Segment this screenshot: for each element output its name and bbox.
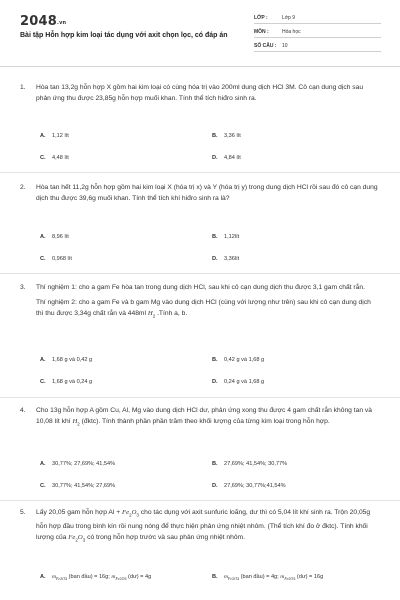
question-divider [0,397,400,398]
question-text-part2: Thí nghiệm 2: cho a gam Fe và b gam Mg vào dung dịch HCl (cùng với lượng như trên) sau khi cô cạn dung dịch thì thu được 3,34g chất rắn và 448ml $H_2$ .Tính a, b. [36,299,371,319]
option-2d[interactable]: D. 3,36lít [212,256,240,262]
option-2b[interactable]: B. 1,12lít [212,234,240,240]
question-number: 3. [20,284,26,291]
option-4b[interactable]: B. 27,69%; 41,54%; 30,77% [212,461,288,467]
site-logo[interactable] [20,14,66,29]
question-text: Lấy 20,05 gam hỗn hợp $Al + Fe_2O_3$ cho tác dụng với axit sunfuric loãng, dư thì có 5,04 lít khí sinh ra. Trộn 20,05g hỗn hợp đầu trong bình kín rồi nung nóng để thực hiện phản ứng nhiệt nhôm. (Thể tích khí đo ở đktc). Tính khối lượng của $Fe_2O_3$ có trong hỗn hợp trước và sau phản ứng nhiệt nhôm. [36,509,371,543]
option-2a[interactable]: A. 8,96 lít [40,234,69,240]
document-title: Bài tập Hỗn hợp kim loại tác dụng với axit chọn lọc, có đáp án [20,32,228,39]
question-number: 5. [20,509,26,516]
question-divider [0,172,400,173]
logo-text: 2048 [20,14,57,29]
header-divider [0,66,400,67]
question-divider [0,500,400,501]
meta-subject: MÔN : Hóa học [254,28,381,38]
meta-class: LỚP : Lớp 9 [254,14,381,24]
question-number: 4. [20,407,26,414]
option-3a[interactable]: A. 1,68 g và 0,42 g [40,357,93,363]
option-1d[interactable]: D. 4,84 lít [212,155,241,161]
document-header [0,0,400,66]
question-text: Hòa tan 13,2g hỗn hợp X gồm hai kim loại có cùng hóa trị vào 200ml dung dịch HCl 3M. Cô cạn dung dịch sau phản ứng thu được 23,85g hỗn hợp muối khan. Tính thể tích hiđro sinh ra. [36,84,364,103]
option-5b[interactable]: B. $m_{Fe2O3}$ (ban đầu) = 4g; $m_{Fe2O3}$ (dư) = 16g [212,574,324,582]
question-text: Cho 13g hỗn hợp A gồm Cu, Al, Mg vào dung dịch HCl dư, phản ứng xong thu được 4 gam chất rắn không tan và 10,08 lít khí $H_2$ (đktc). Tính thành phần phần trăm theo khối lượng của từng kim loại trong hỗn hợp. [36,407,372,427]
option-2c[interactable]: C. 0,968 lít [40,256,72,262]
option-3d[interactable]: D. 0,24 g và 1,68 g [212,379,265,385]
option-3c[interactable]: C. 1,68 g và 0,24 g [40,379,93,385]
question-number: 1. [20,84,26,91]
option-1a[interactable]: A. 1,12 lít [40,133,69,139]
option-1b[interactable]: B. 3,36 lít [212,133,241,139]
option-3b[interactable]: B. 0,42 g và 1,68 g [212,357,265,363]
question-number: 2. [20,184,26,191]
option-4d[interactable]: D. 27,69%; 30,77%;41,54% [212,483,286,489]
meta-question-count: SỐ CÂU : 10 [254,42,381,52]
question-divider [0,273,400,274]
option-4c[interactable]: C. 30,77%; 41,54%; 27,69% [40,483,116,489]
logo-suffix: .vn [56,20,67,26]
question-text: Hòa tan hết 11,2g hỗn hợp gồm hai kim loại X (hóa trị x) và Y (hóa trị y) trong dung dịch HCl rồi sau đó cô cạn dung dịch thu được 39,6g muối khan. Tính thể tích khí hiđro sinh ra là? [36,184,378,203]
option-1c[interactable]: C. 4,48 lít [40,155,69,161]
option-5a[interactable]: A. $m_{Fe2O3}$ (ban đầu) = 16g; $m_{Fe2O3}$ (dư) = 4g [40,574,152,582]
option-4a[interactable]: A. 30,77%; 27,69%; 41,54% [40,461,116,467]
question-text: Thí nghiệm 1: cho a gam Fe hòa tan trong dung dịch HCl, sau khi cô cạn dung dịch thu được 3,1 gam chất rắn. [36,284,365,291]
